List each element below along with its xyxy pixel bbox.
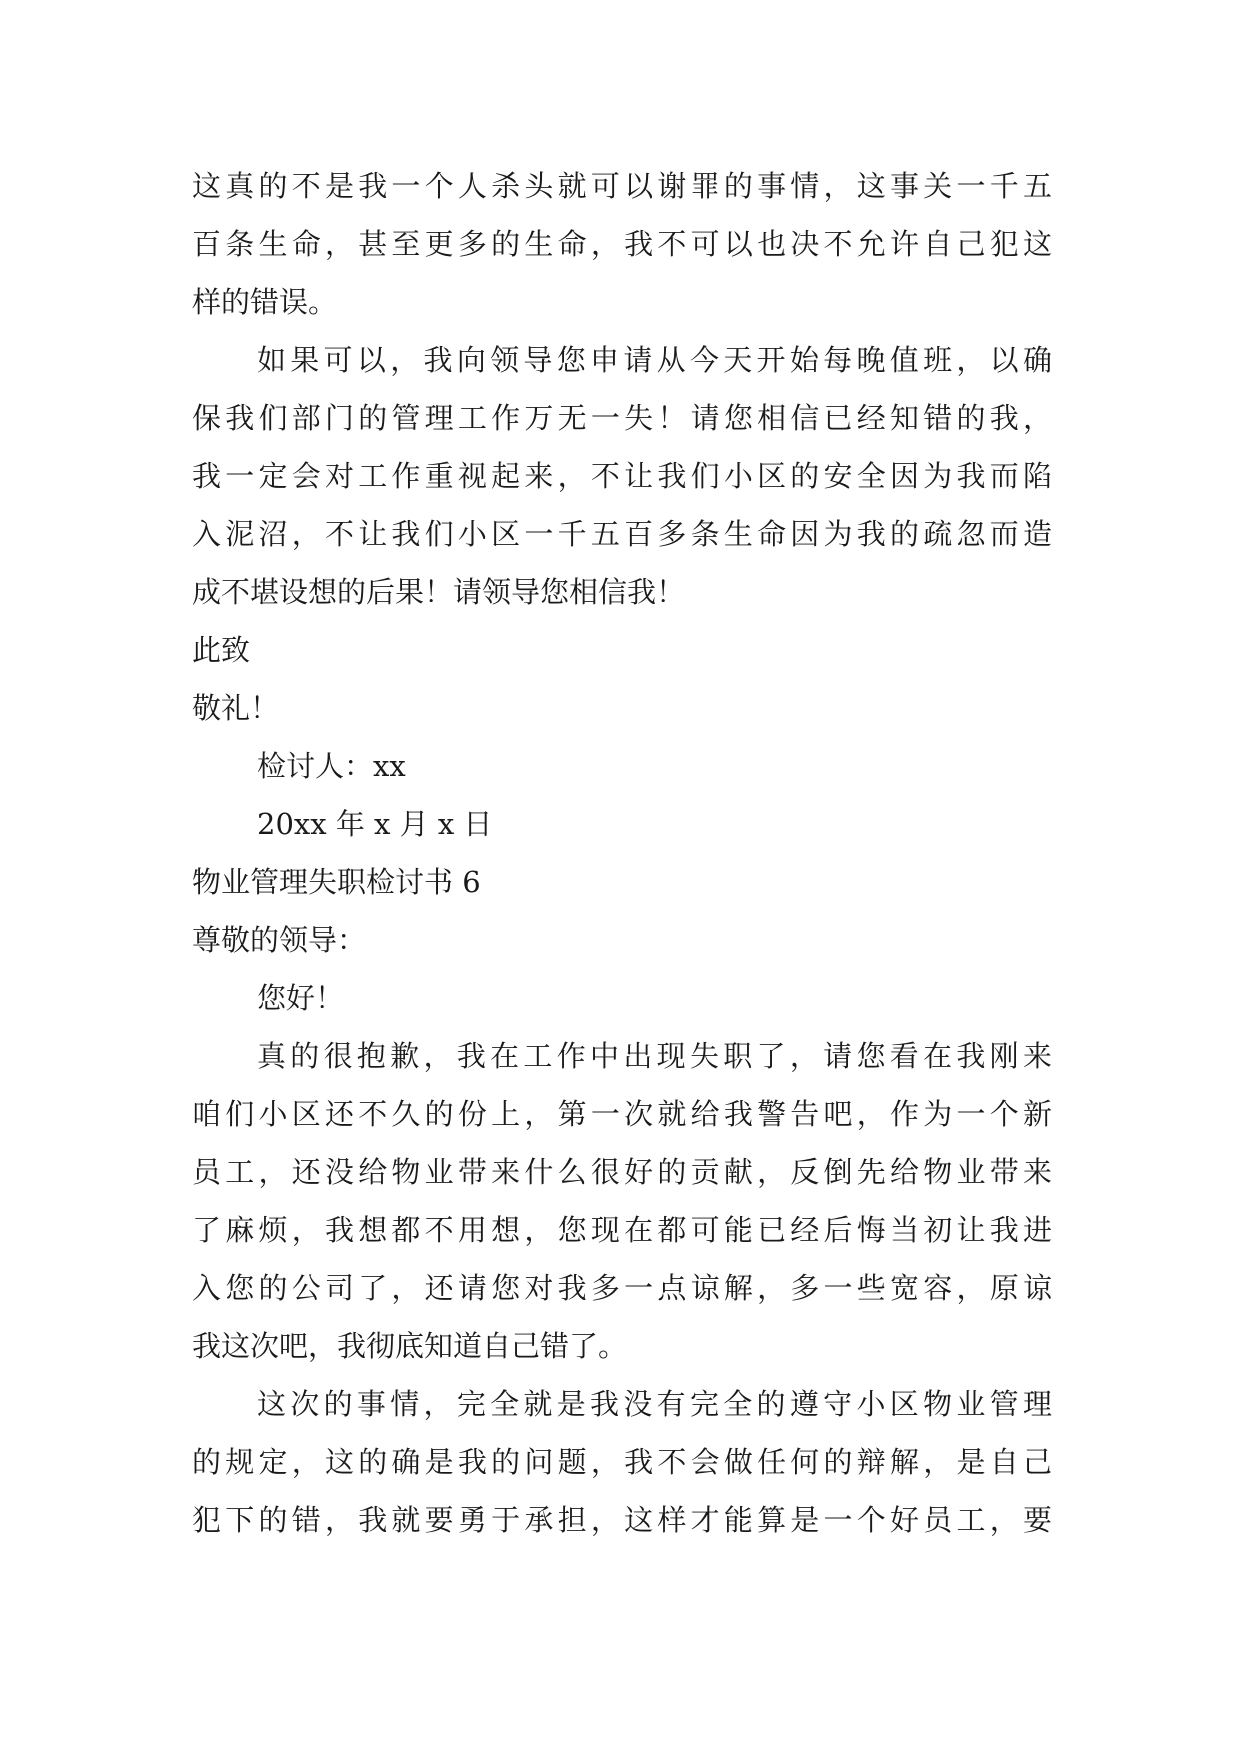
text-line: 入您的公司了，还请您对我多一点谅解，多一些宽容，原谅 xyxy=(192,1271,1052,1305)
text-line: 犯下的错，我就要勇于承担，这样才能算是一个好员工，要 xyxy=(192,1503,1052,1537)
signature-name: 检讨人：xx xyxy=(257,749,406,783)
text-line: 如果可以，我向领导您申请从今天开始每晚值班，以确 xyxy=(257,343,1052,377)
text-line: 我这次吧，我彻底知道自己错了。 xyxy=(192,1329,628,1363)
text-line: 这次的事情，完全就是我没有完全的遵守小区物业管理 xyxy=(257,1387,1052,1421)
closing-regards: 敬礼！ xyxy=(192,691,280,725)
section-title: 物业管理失职检讨书 6 xyxy=(192,865,481,899)
text-line: 我一定会对工作重视起来，不让我们小区的安全因为我而陷 xyxy=(192,459,1052,493)
text-line: 咱们小区还不久的份上，第一次就给我警告吧，作为一个新 xyxy=(192,1097,1052,1131)
text-line: 百条生命，甚至更多的生命，我不可以也决不允许自己犯这 xyxy=(192,227,1052,261)
text-line: 样的错误。 xyxy=(192,285,338,319)
text-line: 这真的不是我一个人杀头就可以谢罪的事情，这事关一千五 xyxy=(192,169,1052,203)
greeting: 尊敬的领导： xyxy=(192,923,367,957)
closing-salutation: 此致 xyxy=(192,633,251,667)
greeting-hello: 您好！ xyxy=(257,981,345,1015)
text-line: 的规定，这的确是我的问题，我不会做任何的辩解，是自己 xyxy=(192,1445,1052,1479)
text-line: 入泥沼，不让我们小区一千五百多条生命因为我的疏忽而造 xyxy=(192,517,1052,551)
signature-date: 20xx 年 x 月 x 日 xyxy=(257,807,493,841)
text-line: 员工，还没给物业带来什么很好的贡献，反倒先给物业带来 xyxy=(192,1155,1052,1189)
text-line: 保我们部门的管理工作万无一失！请您相信已经知错的我， xyxy=(192,401,1052,435)
text-line: 成不堪设想的后果！请领导您相信我！ xyxy=(192,575,686,609)
text-line: 真的很抱歉，我在工作中出现失职了，请您看在我刚来 xyxy=(257,1039,1052,1073)
text-line: 了麻烦，我想都不用想，您现在都可能已经后悔当初让我进 xyxy=(192,1213,1052,1247)
